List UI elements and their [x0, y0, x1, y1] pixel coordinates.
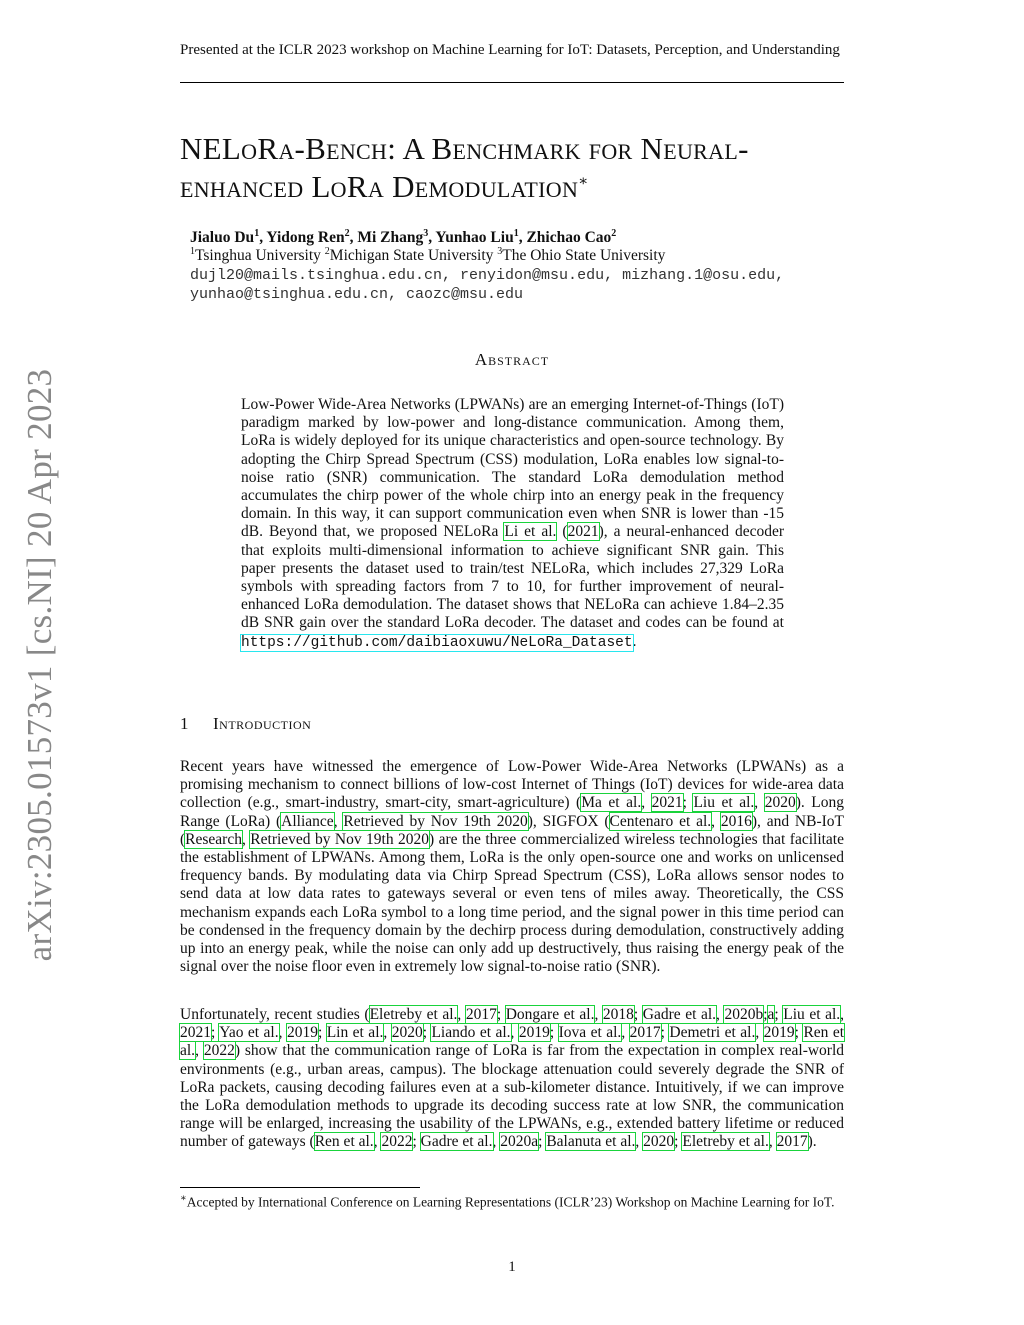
citation-link[interactable]: Retrieved by Nov 19th 2020 [250, 830, 430, 848]
dataset-url-link[interactable]: https://github.com/daibiaoxuwu/NeLoRa_Dataset [241, 634, 633, 651]
arxiv-side-stamp [13, 365, 67, 965]
citation-link[interactable]: Ma et al. [581, 794, 642, 812]
citation-link[interactable]: Ren et al. [180, 1024, 845, 1060]
citation-link[interactable]: Liando et al. [431, 1024, 511, 1042]
citation-link[interactable]: 2020 [391, 1024, 423, 1042]
citation-link[interactable]: 2017 [629, 1024, 661, 1042]
citation-link[interactable]: Dongare et al. [505, 1006, 595, 1023]
affiliations: $^1$Tsinghua University $^2$Michigan State University $^3$The Ohio State University [190, 246, 666, 265]
intro-paragraph-2: Unfortunately, recent studies (Eletreby et al., 2017; Dongare et al., 2018; Gadre et al., 2020b;a; Liu et al., 2021; Yao et al., 2019; Lin et al., 2020; Liando et al., 2019; Iova et al., 2017; Demetri et al., 2019; Ren et al., 2022) show that the communication range of LoRa is far from the expectation in complex real-world environments (e.g., urban areas, campus). The blockage attenuation could severely degrade the SNR of LoRa packets, causing decoding failures even at a sub-kilometer distance. Intuitively, if we can improve the LoRa demodulation methods to upgrade its decoding success rate at low SNR, the communication range will be enlarged, increasing the usability of the LPWANs, e.g., extended battery lifetime or reduced number of gateways (Ren et al., 2022; Gadre et al., 2020a; Balanuta et al., 2020; Eletreby et al., 2017). [180, 1006, 845, 1151]
citation-link[interactable]: 2019 [286, 1024, 318, 1042]
section-number: 1 [180, 714, 189, 733]
intro-paragraph-1: Recent years have witnessed the emergence of Low-Power Wide-Area Networks (LPWANs) as a promising mechanism to connect billions of low-cost Internet of Things (IoT) devices for wide-area data collection (e.g., smart-industry, smart-city, smart-agriculture) (Ma et al., 2021; Liu et al., 2020). Long Range (LoRa) (Alliance, Retrieved by Nov 19th 2020), SIGFOX (Centenaro et al., 2016), and NB-IoT (Research, Retrieved by Nov 19th 2020) are the three commercialized wireless technologies that facilitate the establishment of LPWANs. Among them, LoRa is the only open-source one and works on unlicensed frequency bands. By modulating data via Chirp Spread Spectrum (CSS), LoRa allows sensor nodes to send data at low data rates to gateways several or even tens of miles away. Theoretically, the CSS mechanism expands each LoRa symbol to a long time period, and the signal power in this time period can be condensed in the frequency domain by the dechirp process during demodulation, constructively adding up into an energy peak, while the noise can only add up destructively, thus raising the energy peak of the signal over the noise floor even in extremely low signal-to-noise ratio (SNR). [180, 758, 844, 976]
author-list: Jialuo Du$^1$, Yidong Ren$^2$, Mi Zhang$^3$, Yunhao Liu$^1$, Zhichao Cao$^2$ [190, 228, 617, 247]
citation-link[interactable]: 2020a [500, 1133, 539, 1151]
citation-link[interactable]: 2017 [465, 1006, 497, 1023]
citation-link[interactable]: Eletreby et al. [369, 1006, 458, 1023]
citation-link[interactable]: Lin et al. [326, 1024, 384, 1042]
citation-link[interactable]: 2020b [724, 1006, 764, 1023]
citation-link[interactable]: Eletreby et al. [682, 1133, 769, 1151]
citation-link[interactable]: 2019 [763, 1024, 795, 1042]
citation-link[interactable]: 2020 [643, 1133, 675, 1151]
citation-link[interactable]: a [767, 1006, 775, 1023]
author-emails: dujl20@mails.tsinghua.edu.cn, renyidon@msu.edu, mizhang.1@osu.edu, yunhao@tsinghua.edu.cn, caozc@msu.edu [190, 267, 785, 303]
citation-link[interactable]: 2018 [602, 1006, 634, 1023]
citation-link[interactable]: 2021 [651, 794, 683, 812]
citation-link[interactable]: Retrieved by Nov 19th 2020 [343, 812, 528, 830]
citation-link[interactable]: 2022 [381, 1133, 413, 1151]
citation-link[interactable]: 2021 [180, 1024, 211, 1042]
running-header: Presented at the ICLR 2023 workshop on Machine Learning for IoT: Datasets, Perception, and Understanding [180, 42, 840, 58]
header-rule [180, 82, 844, 83]
title-line-1: NELoRa-Bench: A Benchmark for Neural- [180, 131, 749, 166]
section-title: Introduction [213, 714, 312, 733]
citation-link[interactable]: Gadre et al. [642, 1006, 717, 1023]
citation-link[interactable]: Alliance [281, 812, 334, 830]
citation-link[interactable]: 2017 [776, 1133, 808, 1151]
title-line-2: enhanced LoRa Demodulation∗ [180, 169, 589, 204]
citation-link[interactable]: 2021 [567, 523, 599, 541]
citation-link[interactable]: Ren et al. [314, 1133, 374, 1151]
page-number: 1 [508, 1259, 516, 1275]
citation-link[interactable]: Liu et al. [783, 1006, 841, 1023]
citation-link[interactable]: Centenaro et al. [609, 812, 712, 830]
citation-link[interactable]: Gadre et al. [420, 1133, 493, 1151]
citation-link[interactable]: 2020 [764, 794, 796, 812]
arxiv-stamp-text: arXiv:2305.01573v1 [cs.NI] 20 Apr 2023 [20, 368, 59, 962]
citation-link[interactable]: Iova et al. [558, 1024, 622, 1042]
abstract-heading: Abstract [474, 350, 550, 369]
citation-link[interactable]: 2019 [518, 1024, 550, 1042]
footnote-mark: ∗ [180, 1193, 187, 1204]
citation-link[interactable]: Liu et al. [693, 794, 755, 812]
citation-link[interactable]: 2016 [720, 812, 752, 830]
citation-link[interactable]: 2022 [203, 1042, 235, 1060]
citation-link[interactable]: Research [185, 830, 242, 848]
paper-title [180, 130, 844, 206]
abstract-text: Low-Power Wide-Area Networks (LPWANs) are an emerging Internet-of-Things (IoT) paradigm marked by low-power and long-distance communication. Among them, LoRa is widely deployed for its unique characteristics and open-source technology. By adopting the Chirp Spread Spectrum (CSS) modulation, LoRa enables low signal-to-noise ratio (SNR) communication. The standard LoRa demodulation method accumulates the chirp power of the whole chirp into an energy peak in the frequency domain. In this way, it can support communication even when SNR is lower than -15 dB. Beyond that, we proposed NELoRa Li et al. (2021), a neural-enhanced decoder that exploits multi-dimensional information to achieve significant SNR gain. This paper presents the dataset used to train/test NELoRa, which includes 27,329 LoRa symbols with spreading factors from 7 to 10, for further improvement of neural-enhanced LoRa demodulation. The dataset shows that NELoRa can achieve 1.84–2.35 dB SNR gain over the standard LoRa decoder. The dataset and codes can be found at https://github.com/daibiaoxuwu/NeLoRa_Dataset. [241, 396, 784, 651]
citation-link[interactable]: Li et al. [504, 523, 557, 541]
citation-link[interactable]: Balanuta et al. [546, 1133, 636, 1151]
footnote-rule [180, 1187, 420, 1188]
title-footnote-mark: ∗ [578, 173, 589, 190]
citation-link[interactable]: Demetri et al. [669, 1024, 756, 1042]
citation-link[interactable]: Yao et al. [219, 1024, 279, 1042]
section-heading-introduction [180, 714, 311, 734]
footnote: ∗Accepted by International Conference on Learning Representations (ICLR’23) Workshop on Machine Learning for IoT. [180, 1193, 835, 1210]
